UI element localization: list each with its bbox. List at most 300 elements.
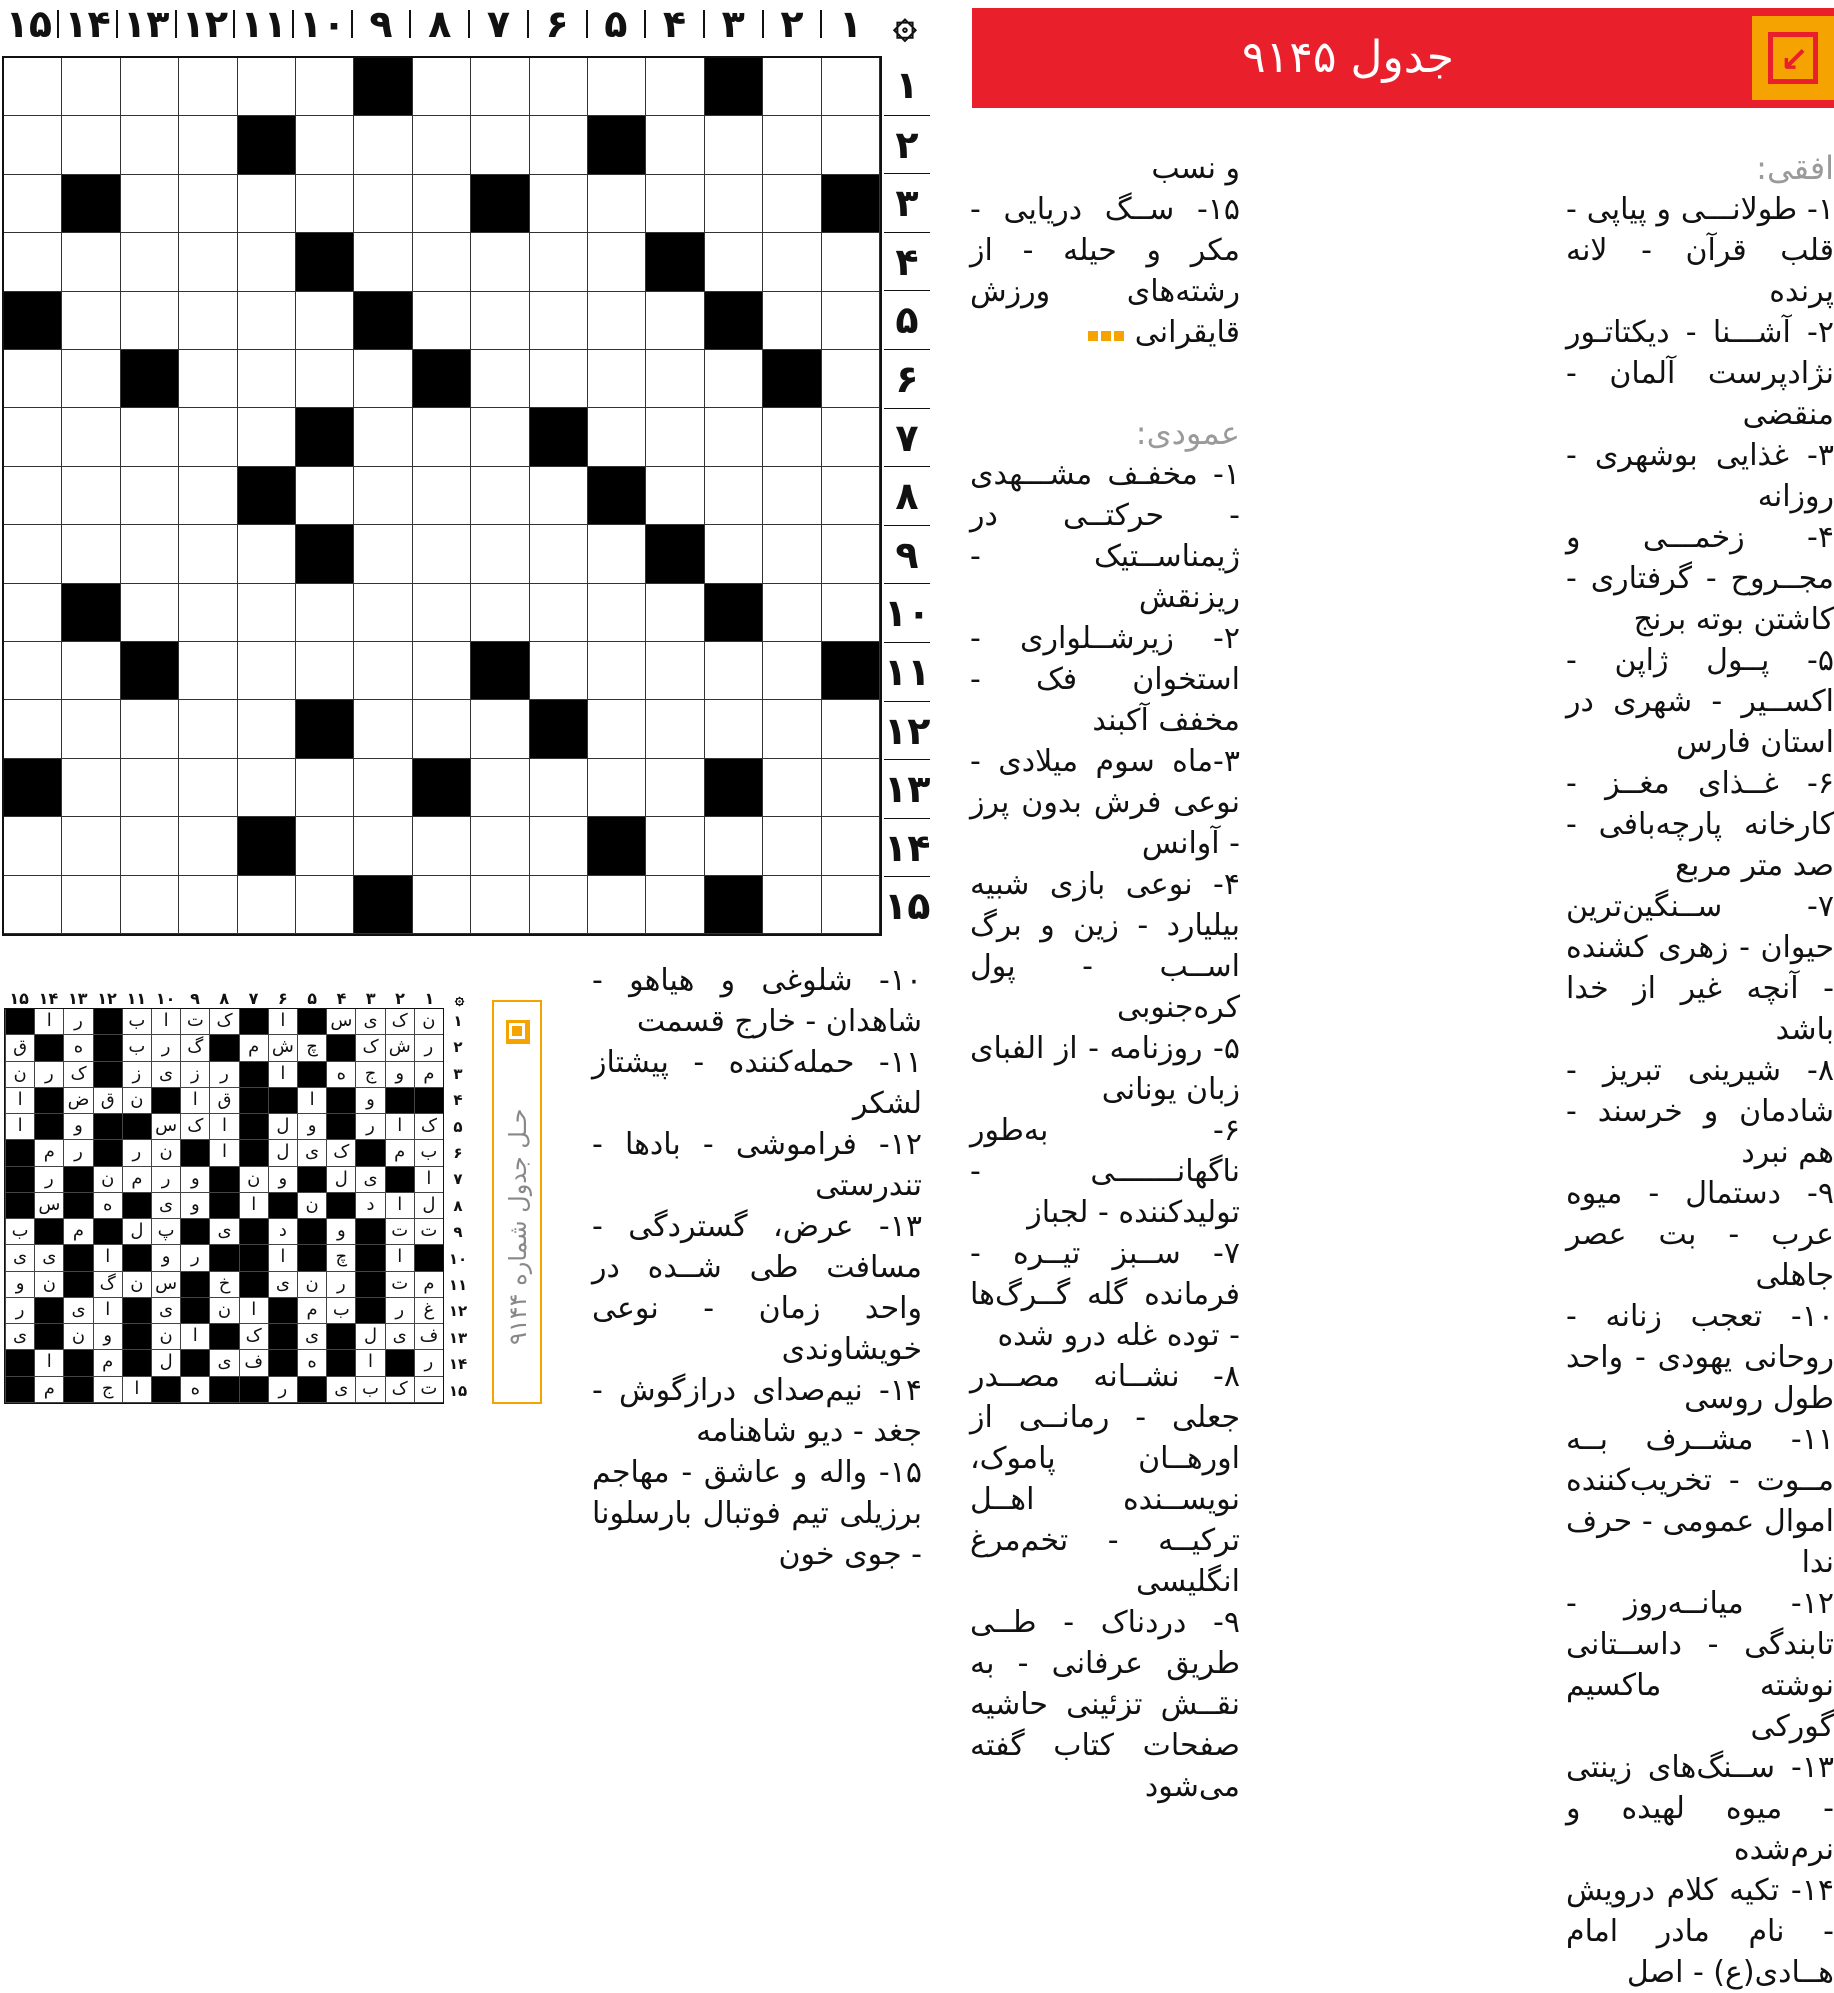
grid-cell[interactable] <box>62 759 120 817</box>
grid-cell[interactable] <box>238 58 296 116</box>
grid-cell[interactable] <box>354 408 412 466</box>
grid-cell[interactable] <box>354 642 412 700</box>
grid-cell[interactable] <box>763 292 821 350</box>
grid-cell[interactable] <box>121 700 179 758</box>
solution-cell: ا <box>268 1062 297 1088</box>
grid-cell[interactable] <box>121 292 179 350</box>
solution-black-cell <box>34 1035 63 1061</box>
grid-cell[interactable] <box>705 642 763 700</box>
solution-cell: ر <box>385 1298 414 1324</box>
grid-cell[interactable] <box>354 350 412 408</box>
grid-cell[interactable] <box>179 642 237 700</box>
grid-cell[interactable] <box>471 700 529 758</box>
grid-cell[interactable] <box>62 817 120 875</box>
grid-cell[interactable] <box>588 700 646 758</box>
grid-cell[interactable] <box>705 175 763 233</box>
black-cell <box>354 58 412 116</box>
black-cell <box>238 116 296 174</box>
grid-cell[interactable] <box>588 642 646 700</box>
horizontal-clue: ۱۴- تکیه کلام درویش - نام مادر امام هــادی(ع) - اصل <box>1566 1873 1834 1990</box>
grid-cell[interactable] <box>588 525 646 583</box>
solution-black-cell <box>355 1245 384 1271</box>
solution-black-cell <box>5 1009 34 1035</box>
grid-cell[interactable] <box>822 525 880 583</box>
solution-cell: ه <box>180 1377 209 1403</box>
horizontal-clue: ۳- غذایی بوشهری - روزانه <box>1566 438 1834 514</box>
grid-cell[interactable] <box>4 700 62 758</box>
column-number: ۶ <box>545 2 569 46</box>
grid-cell[interactable] <box>121 175 179 233</box>
grid-cell[interactable] <box>530 116 588 174</box>
grid-cell[interactable] <box>238 525 296 583</box>
grid-cell[interactable] <box>296 175 354 233</box>
grid-cell[interactable] <box>763 642 821 700</box>
grid-cell[interactable] <box>763 525 821 583</box>
grid-cell[interactable] <box>121 233 179 291</box>
row-number: ۴ <box>884 232 930 292</box>
column-number: ۴ <box>662 2 687 46</box>
grid-cell[interactable] <box>763 467 821 525</box>
solution-black-cell <box>5 1140 34 1166</box>
grid-cell[interactable] <box>413 817 471 875</box>
solution-black-cell <box>93 1114 122 1140</box>
grid-cell[interactable] <box>763 175 821 233</box>
solution-cell: ا <box>93 1298 122 1324</box>
grid-cell[interactable] <box>121 467 179 525</box>
solution-cell: ش <box>268 1035 297 1061</box>
grid-cell[interactable] <box>62 642 120 700</box>
solution-black-cell <box>239 1114 268 1140</box>
solution-cell: ک <box>385 1009 414 1035</box>
grid-cell[interactable] <box>238 350 296 408</box>
grid-cell[interactable] <box>179 525 237 583</box>
solution-black-cell <box>63 1245 92 1271</box>
solution-cell: و <box>385 1062 414 1088</box>
grid-cell[interactable] <box>471 876 529 934</box>
solution-label-box <box>492 1000 542 1404</box>
solution-black-cell <box>63 1167 92 1193</box>
grid-cell[interactable] <box>62 116 120 174</box>
solution-cell: ی <box>5 1324 34 1350</box>
grid-cell[interactable] <box>471 116 529 174</box>
vertical-clue: ۸- نشــانه مصــدر جعلی - رمانــی از اورهــان پاموک، نویســنده اهــل ترکیــه - تخم‌مرغ انگلیسی <box>970 1359 1240 1599</box>
grid-cell[interactable] <box>296 642 354 700</box>
column-number: ۳ <box>721 2 745 46</box>
grid-cell[interactable] <box>822 584 880 642</box>
grid-cell[interactable] <box>121 408 179 466</box>
grid-cell[interactable] <box>238 584 296 642</box>
grid-cell[interactable] <box>763 759 821 817</box>
grid-cell[interactable] <box>179 467 237 525</box>
solution-cell: م <box>34 1140 63 1166</box>
grid-cell[interactable] <box>530 525 588 583</box>
grid-cell[interactable] <box>4 525 62 583</box>
grid-cell[interactable] <box>822 116 880 174</box>
grid-cell[interactable] <box>530 175 588 233</box>
solution-black-cell <box>34 1114 63 1140</box>
grid-cell[interactable] <box>238 292 296 350</box>
solution-cell: ق <box>209 1088 238 1114</box>
grid-cell[interactable] <box>4 467 62 525</box>
grid-cell[interactable] <box>646 467 704 525</box>
grid-cell[interactable] <box>413 58 471 116</box>
solution-cell: ج <box>93 1377 122 1403</box>
grid-cell[interactable] <box>238 175 296 233</box>
solution-cell: ن <box>63 1324 92 1350</box>
black-cell <box>296 408 354 466</box>
solution-black-cell <box>93 1009 122 1035</box>
grid-cell[interactable] <box>4 116 62 174</box>
grid-cell[interactable] <box>530 642 588 700</box>
horizontal-clue: ۸- شیرینی تبریز - شادمان و خرسند - هم نبرد <box>1566 1053 1834 1170</box>
grid-cell[interactable] <box>121 525 179 583</box>
grid-cell[interactable] <box>121 817 179 875</box>
solution-column-number: ۱۲ <box>97 989 117 1008</box>
vertical-heading: عمودی: <box>1135 414 1240 452</box>
solution-cell: چ <box>297 1035 326 1061</box>
grid-cell[interactable] <box>471 525 529 583</box>
grid-cell[interactable] <box>413 408 471 466</box>
solution-row-number: ۵ <box>453 1117 463 1136</box>
grid-cell[interactable] <box>530 58 588 116</box>
column-number: ۱۲ <box>181 2 229 46</box>
solution-cell: ت <box>414 1377 443 1403</box>
solution-cell: ف <box>239 1350 268 1376</box>
solution-cell: گ <box>180 1035 209 1061</box>
grid-cell[interactable] <box>530 292 588 350</box>
row-number: ۵ <box>884 290 930 350</box>
grid-cell[interactable] <box>471 233 529 291</box>
grid-cell[interactable] <box>179 759 237 817</box>
grid-cell[interactable] <box>296 876 354 934</box>
grid-cell[interactable] <box>822 292 880 350</box>
grid-cell[interactable] <box>179 700 237 758</box>
grid-cell[interactable] <box>354 759 412 817</box>
grid-cell[interactable] <box>296 350 354 408</box>
grid-cell[interactable] <box>296 292 354 350</box>
grid-cell[interactable] <box>296 584 354 642</box>
grid-cell[interactable] <box>4 233 62 291</box>
grid-cell[interactable] <box>705 467 763 525</box>
solution-cell: ن <box>122 1088 151 1114</box>
grid-cell[interactable] <box>646 817 704 875</box>
grid-cell[interactable] <box>588 233 646 291</box>
grid-cell[interactable] <box>763 584 821 642</box>
black-cell <box>354 876 412 934</box>
grid-cell[interactable] <box>238 876 296 934</box>
grid-cell[interactable] <box>705 700 763 758</box>
grid-cell[interactable] <box>705 817 763 875</box>
grid-cell[interactable] <box>354 584 412 642</box>
grid-cell[interactable] <box>413 175 471 233</box>
solution-cell: ی <box>151 1062 180 1088</box>
grid-cell[interactable] <box>705 233 763 291</box>
grid-cell[interactable] <box>822 817 880 875</box>
grid-cell[interactable] <box>763 700 821 758</box>
grid-cell[interactable] <box>179 292 237 350</box>
grid-cell[interactable] <box>588 175 646 233</box>
grid-cell[interactable] <box>822 700 880 758</box>
solution-black-cell <box>122 1324 151 1350</box>
grid-cell[interactable] <box>530 233 588 291</box>
solution-cell: م <box>239 1035 268 1061</box>
grid-cell[interactable] <box>413 700 471 758</box>
solution-black-cell <box>5 1167 34 1193</box>
solution-cell: ه <box>326 1062 355 1088</box>
grid-cell[interactable] <box>62 350 120 408</box>
grid-cell[interactable] <box>4 642 62 700</box>
solution-cell: و <box>355 1088 384 1114</box>
grid-cell[interactable] <box>413 642 471 700</box>
solution-black-cell <box>239 1245 268 1271</box>
black-cell <box>530 408 588 466</box>
solution-cell: گ <box>93 1272 122 1298</box>
grid-cell[interactable] <box>705 116 763 174</box>
grid-cell[interactable] <box>354 700 412 758</box>
grid-cell[interactable] <box>238 408 296 466</box>
solution-cell: م <box>122 1167 151 1193</box>
grid-cell[interactable] <box>62 525 120 583</box>
solution-row-number: ۱۱ <box>448 1276 468 1294</box>
crossword-grid[interactable] <box>2 56 882 936</box>
grid-cell[interactable] <box>646 175 704 233</box>
grid-cell[interactable] <box>413 584 471 642</box>
solution-cell: ی <box>355 1009 384 1035</box>
grid-cell[interactable] <box>62 700 120 758</box>
grid-cell[interactable] <box>121 759 179 817</box>
grid-cell[interactable] <box>471 292 529 350</box>
grid-cell[interactable] <box>121 876 179 934</box>
grid-cell[interactable] <box>354 525 412 583</box>
grid-cell[interactable] <box>822 58 880 116</box>
grid-cell[interactable] <box>646 116 704 174</box>
solution-cell: ا <box>209 1140 238 1166</box>
grid-cell[interactable] <box>179 175 237 233</box>
grid-cell[interactable] <box>296 467 354 525</box>
solution-star: ۞ <box>454 989 465 1008</box>
row-number: ۹ <box>884 525 930 585</box>
solution-cell: ر <box>34 1167 63 1193</box>
grid-cell[interactable] <box>354 233 412 291</box>
grid-cell[interactable] <box>62 58 120 116</box>
black-cell <box>121 642 179 700</box>
grid-cell[interactable] <box>238 233 296 291</box>
solution-black-cell <box>209 1324 238 1350</box>
vertical-clues-column-continued <box>592 960 922 1575</box>
solution-row-number: ۹ <box>453 1223 463 1242</box>
grid-cell[interactable] <box>4 876 62 934</box>
solution-cell: ا <box>5 1088 34 1114</box>
grid-cell[interactable] <box>530 467 588 525</box>
grid-cell[interactable] <box>646 58 704 116</box>
grid-cell[interactable] <box>62 292 120 350</box>
grid-cell[interactable] <box>646 350 704 408</box>
grid-cell[interactable] <box>62 876 120 934</box>
grid-cell[interactable] <box>179 350 237 408</box>
solution-cell: ه <box>93 1193 122 1219</box>
black-cell <box>822 175 880 233</box>
solution-black-cell <box>5 1377 34 1403</box>
grid-cell[interactable] <box>530 350 588 408</box>
grid-cell[interactable] <box>238 759 296 817</box>
grid-cell[interactable] <box>354 817 412 875</box>
solution-cell: ل <box>268 1114 297 1140</box>
solution-cell: ن <box>93 1167 122 1193</box>
grid-cell[interactable] <box>530 876 588 934</box>
grid-cell[interactable] <box>822 759 880 817</box>
grid-cell[interactable] <box>530 759 588 817</box>
grid-cell[interactable] <box>530 817 588 875</box>
solution-cell: ک <box>385 1377 414 1403</box>
grid-cell[interactable] <box>588 408 646 466</box>
grid-cell[interactable] <box>413 292 471 350</box>
grid-cell[interactable] <box>646 700 704 758</box>
grid-cell[interactable] <box>121 58 179 116</box>
grid-cell[interactable] <box>471 58 529 116</box>
solution-black-cell <box>34 1298 63 1324</box>
solution-black-cell <box>414 1088 443 1114</box>
solution-cell: س <box>326 1009 355 1035</box>
grid-cell[interactable] <box>763 58 821 116</box>
solution-cell: ا <box>414 1167 443 1193</box>
grid-cell[interactable] <box>179 408 237 466</box>
grid-cell[interactable] <box>354 116 412 174</box>
grid-cell[interactable] <box>179 584 237 642</box>
grid-cell[interactable] <box>822 467 880 525</box>
row-number: ۸ <box>884 466 930 526</box>
grid-cell[interactable] <box>763 876 821 934</box>
grid-cell[interactable] <box>763 116 821 174</box>
grid-cell[interactable] <box>646 292 704 350</box>
grid-cell[interactable] <box>646 876 704 934</box>
grid-cell[interactable] <box>822 408 880 466</box>
solution-cell: ض <box>63 1088 92 1114</box>
grid-cell[interactable] <box>62 467 120 525</box>
grid-cell[interactable] <box>822 350 880 408</box>
grid-cell[interactable] <box>4 817 62 875</box>
solution-black-cell <box>355 1219 384 1245</box>
grid-cell[interactable] <box>413 233 471 291</box>
grid-cell[interactable] <box>763 817 821 875</box>
solution-black-cell <box>297 1167 326 1193</box>
solution-black-cell <box>355 1272 384 1298</box>
solution-cell: ب <box>355 1377 384 1403</box>
grid-cell[interactable] <box>4 58 62 116</box>
grid-cell[interactable] <box>179 876 237 934</box>
grid-cell[interactable] <box>179 58 237 116</box>
grid-cell[interactable] <box>646 759 704 817</box>
grid-cell[interactable] <box>471 584 529 642</box>
solution-cell: ی <box>326 1377 355 1403</box>
horizontal-clue: ۵- پــول ژاپن - اکســیر - شهری در استان فارس <box>1566 643 1834 760</box>
grid-cell[interactable] <box>471 759 529 817</box>
grid-cell[interactable] <box>705 350 763 408</box>
grid-cell[interactable] <box>646 642 704 700</box>
grid-cell[interactable] <box>588 58 646 116</box>
grid-cell[interactable] <box>588 350 646 408</box>
grid-cell[interactable] <box>646 408 704 466</box>
solution-cell: ی <box>297 1324 326 1350</box>
grid-cell[interactable] <box>354 175 412 233</box>
column-number: ۱۰ <box>299 2 346 46</box>
horizontal-clue: ۱۵- ســگ دریایی - مکر و حیله - از رشته‌های ورزش قایقرانی <box>970 192 1240 350</box>
grid-cell[interactable] <box>4 350 62 408</box>
solution-row-numbers <box>446 1008 470 1404</box>
grid-cell[interactable] <box>413 467 471 525</box>
grid-cell[interactable] <box>822 233 880 291</box>
grid-cell[interactable] <box>238 700 296 758</box>
solution-black-cell <box>268 1324 297 1350</box>
grid-cell[interactable] <box>4 408 62 466</box>
solution-column-number: ۱۱ <box>126 989 147 1008</box>
grid-cell[interactable] <box>471 467 529 525</box>
solution-cell: و <box>5 1272 34 1298</box>
solution-cell: و <box>268 1167 297 1193</box>
solution-cell: ل <box>355 1324 384 1350</box>
grid-cell[interactable] <box>413 525 471 583</box>
grid-cell[interactable] <box>588 759 646 817</box>
grid-cell[interactable] <box>471 350 529 408</box>
solution-black-cell <box>326 1193 355 1219</box>
solution-black-cell <box>34 1088 63 1114</box>
horizontal-clue: ۴- زخمـــی و مجــروح - گرفتاری - کاشتن بوته برنج <box>1566 520 1834 637</box>
grid-cell[interactable] <box>588 292 646 350</box>
grid-cell[interactable] <box>4 584 62 642</box>
grid-cell[interactable] <box>121 584 179 642</box>
grid-cell[interactable] <box>179 817 237 875</box>
grid-cell[interactable] <box>763 233 821 291</box>
grid-cell[interactable] <box>413 876 471 934</box>
grid-cell[interactable] <box>354 467 412 525</box>
grid-cell[interactable] <box>471 817 529 875</box>
grid-cell[interactable] <box>588 876 646 934</box>
grid-cell[interactable] <box>646 584 704 642</box>
grid-cell[interactable] <box>62 408 120 466</box>
black-cell <box>705 876 763 934</box>
grid-cell[interactable] <box>62 233 120 291</box>
grid-cell[interactable] <box>763 408 821 466</box>
grid-cell[interactable] <box>296 817 354 875</box>
grid-cell[interactable] <box>238 642 296 700</box>
grid-cell[interactable] <box>822 876 880 934</box>
grid-cell[interactable] <box>705 525 763 583</box>
solution-black-cell <box>297 1377 326 1403</box>
grid-cell[interactable] <box>296 58 354 116</box>
solution-black-cell <box>151 1088 180 1114</box>
solution-cell: و <box>93 1324 122 1350</box>
solution-cell: م <box>63 1219 92 1245</box>
solution-black-cell <box>93 1035 122 1061</box>
solution-cell: م <box>34 1377 63 1403</box>
solution-black-cell <box>122 1298 151 1324</box>
solution-column-number: ۷ <box>248 989 259 1008</box>
solution-row-number: ۱ <box>453 1012 463 1030</box>
solution-black-cell <box>268 1298 297 1324</box>
grid-cell[interactable] <box>705 408 763 466</box>
vertical-clue: ۲- زیرشــلواری - استخوان فک - مخفف آکبند <box>970 621 1240 738</box>
grid-cell[interactable] <box>121 116 179 174</box>
grid-cell[interactable] <box>530 584 588 642</box>
grid-cell[interactable] <box>4 175 62 233</box>
grid-cell[interactable] <box>296 116 354 174</box>
solution-cell: ل <box>122 1219 151 1245</box>
grid-cell[interactable] <box>179 233 237 291</box>
grid-cell[interactable] <box>296 759 354 817</box>
grid-cell[interactable] <box>588 584 646 642</box>
grid-cell[interactable] <box>471 408 529 466</box>
grid-cell[interactable] <box>179 116 237 174</box>
grid-cell[interactable] <box>413 116 471 174</box>
